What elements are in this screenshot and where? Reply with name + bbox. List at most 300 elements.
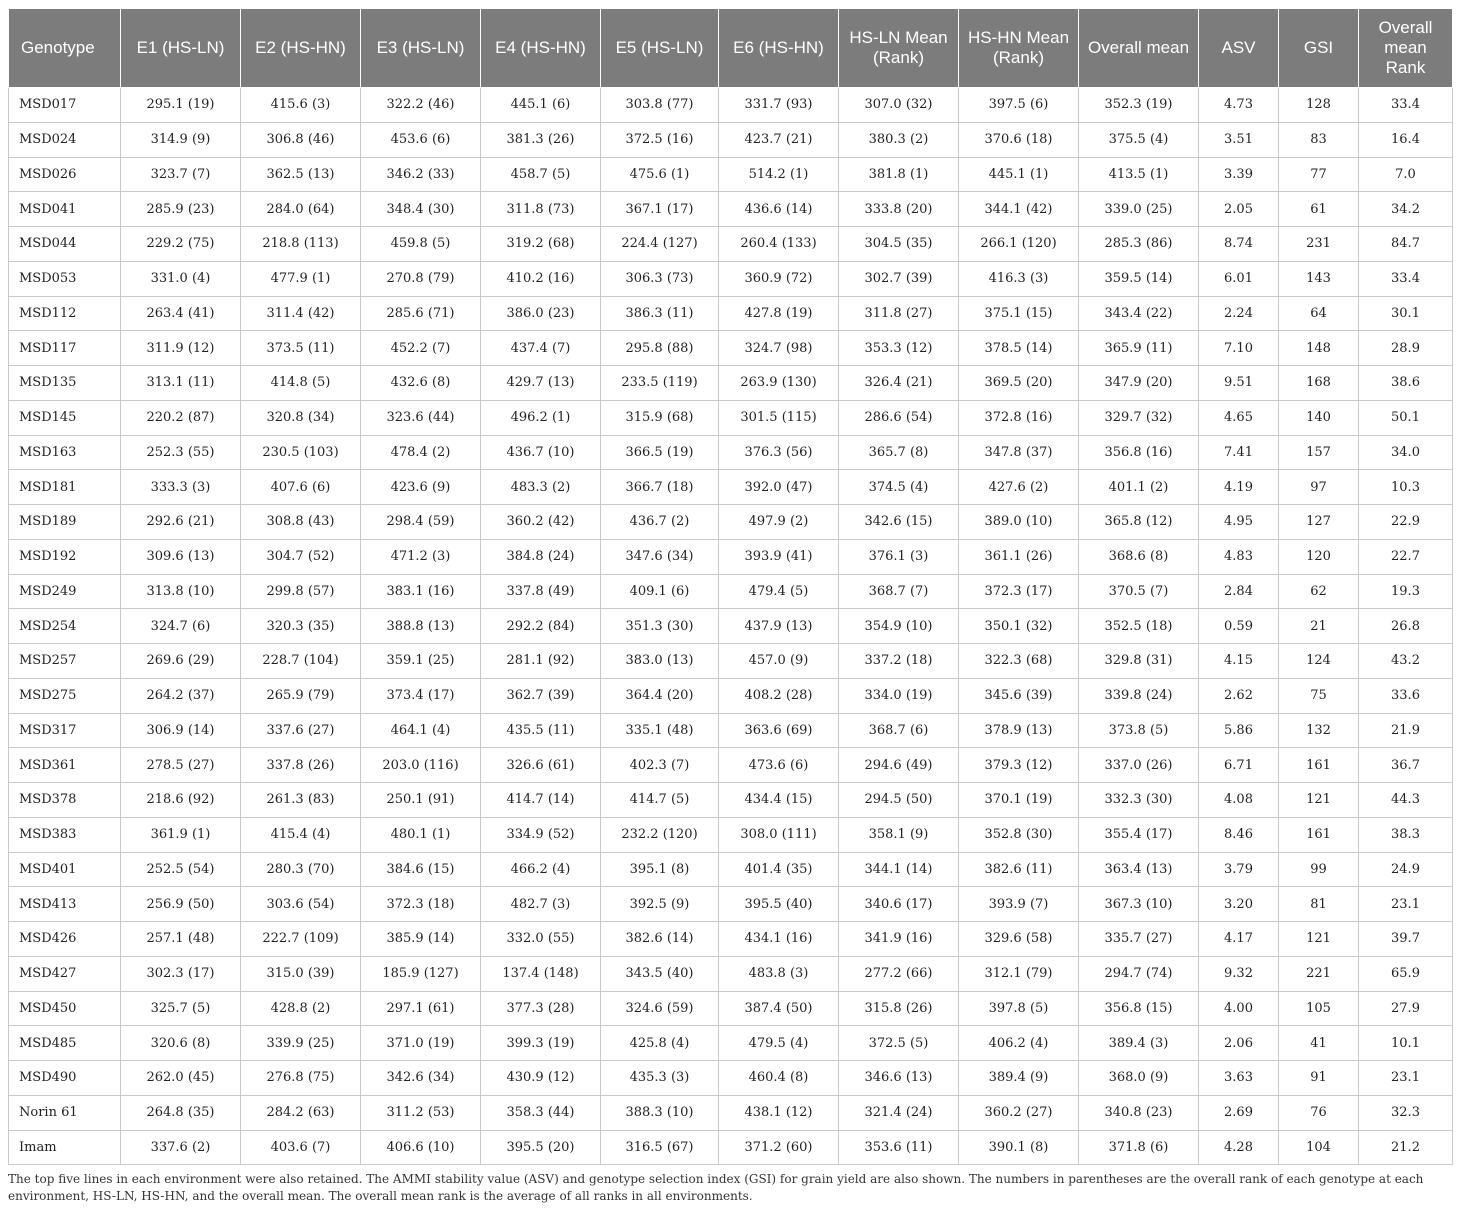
table-cell: 294.7 (74) [1079, 956, 1199, 991]
table-cell: 376.3 (56) [719, 435, 839, 470]
table-cell: 368.7 (7) [839, 574, 959, 609]
table-row [9, 1061, 1453, 1096]
table-cell: 263.4 (41) [121, 296, 241, 331]
table-cell: 311.4 (42) [241, 296, 361, 331]
table-cell: 257.1 (48) [121, 922, 241, 957]
table-cell: 21 [1279, 609, 1359, 644]
table-cell: 350.1 (32) [959, 609, 1079, 644]
table-cell: 384.6 (15) [361, 852, 481, 887]
table-cell: 127 [1279, 505, 1359, 540]
table-row [9, 122, 1453, 157]
table-cell: 348.4 (30) [361, 192, 481, 227]
table-cell: 4.83 [1199, 539, 1279, 574]
table-cell: 124 [1279, 644, 1359, 679]
table-cell: 353.3 (12) [839, 331, 959, 366]
genotype-cell: MSD426 [9, 922, 121, 957]
table-cell: 436.7 (2) [601, 505, 719, 540]
table-cell: 373.4 (17) [361, 678, 481, 713]
table-cell: 221 [1279, 956, 1359, 991]
table-cell: 372.3 (17) [959, 574, 1079, 609]
table-cell: 4.73 [1199, 88, 1279, 123]
table-cell: 4.28 [1199, 1130, 1279, 1165]
table-cell: 374.5 (4) [839, 470, 959, 505]
table-row [9, 991, 1453, 1026]
table-cell: 10.3 [1359, 470, 1453, 505]
table-cell: 362.7 (39) [481, 678, 601, 713]
column-header: E4 (HS-HN) [481, 9, 601, 88]
column-header: HS-HN Mean (Rank) [959, 9, 1079, 88]
table-cell: 16.4 [1359, 122, 1453, 157]
table-cell: 332.0 (55) [481, 922, 601, 957]
genotype-cell: Imam [9, 1130, 121, 1165]
table-cell: 7.0 [1359, 157, 1453, 192]
table-cell: 76 [1279, 1095, 1359, 1130]
table-cell: 314.9 (9) [121, 122, 241, 157]
table-cell: 363.6 (69) [719, 713, 839, 748]
table-cell: 224.4 (127) [601, 227, 719, 262]
table-cell: 425.8 (4) [601, 1026, 719, 1061]
table-cell: 323.6 (44) [361, 400, 481, 435]
table-cell: 371.8 (6) [1079, 1130, 1199, 1165]
table-cell: 0.59 [1199, 609, 1279, 644]
table-cell: 276.8 (75) [241, 1061, 361, 1096]
table-cell: 477.9 (1) [241, 261, 361, 296]
table-cell: 385.9 (14) [361, 922, 481, 957]
table-cell: 278.5 (27) [121, 748, 241, 783]
table-cell: 252.5 (54) [121, 852, 241, 887]
table-cell: 38.3 [1359, 817, 1453, 852]
table-cell: 308.8 (43) [241, 505, 361, 540]
genotype-cell: MSD275 [9, 678, 121, 713]
table-cell: 306.3 (73) [601, 261, 719, 296]
table-cell: 360.2 (27) [959, 1095, 1079, 1130]
table-cell: 4.65 [1199, 400, 1279, 435]
table-cell: 324.6 (59) [601, 991, 719, 1026]
table-cell: 378.9 (13) [959, 713, 1079, 748]
table-cell: 432.6 (8) [361, 366, 481, 401]
table-cell: 320.3 (35) [241, 609, 361, 644]
table-cell: 435.3 (3) [601, 1061, 719, 1096]
table-cell: 322.2 (46) [361, 88, 481, 123]
table-cell: 30.1 [1359, 296, 1453, 331]
table-cell: 340.8 (23) [1079, 1095, 1199, 1130]
table-cell: 3.20 [1199, 887, 1279, 922]
table-cell: 387.4 (50) [719, 991, 839, 1026]
table-cell: 9.51 [1199, 366, 1279, 401]
table-cell: 28.9 [1359, 331, 1453, 366]
table-cell: 333.3 (3) [121, 470, 241, 505]
genotype-cell: MSD017 [9, 88, 121, 123]
table-cell: 185.9 (127) [361, 956, 481, 991]
table-cell: 22.9 [1359, 505, 1453, 540]
table-cell: 250.1 (91) [361, 783, 481, 818]
table-cell: 3.79 [1199, 852, 1279, 887]
table-cell: 386.3 (11) [601, 296, 719, 331]
table-cell: 355.4 (17) [1079, 817, 1199, 852]
table-cell: 286.6 (54) [839, 400, 959, 435]
table-cell: 308.0 (111) [719, 817, 839, 852]
table-cell: 392.5 (9) [601, 887, 719, 922]
table-cell: 320.8 (34) [241, 400, 361, 435]
table-header [9, 9, 1453, 88]
table-cell: 121 [1279, 922, 1359, 957]
table-cell: 284.2 (63) [241, 1095, 361, 1130]
table-cell: 6.01 [1199, 261, 1279, 296]
table-cell: 437.9 (13) [719, 609, 839, 644]
table-cell: 478.4 (2) [361, 435, 481, 470]
table-cell: 3.51 [1199, 122, 1279, 157]
table-cell: 344.1 (42) [959, 192, 1079, 227]
table-cell: 295.8 (88) [601, 331, 719, 366]
table-cell: 64 [1279, 296, 1359, 331]
table-cell: 33.4 [1359, 261, 1453, 296]
table-cell: 24.9 [1359, 852, 1453, 887]
table-row [9, 88, 1453, 123]
table-row [9, 366, 1453, 401]
column-header: GSI [1279, 9, 1359, 88]
genotype-cell: MSD413 [9, 887, 121, 922]
table-cell: 337.6 (27) [241, 713, 361, 748]
table-row [9, 887, 1453, 922]
table-cell: 281.1 (92) [481, 644, 601, 679]
genotype-cell: MSD135 [9, 366, 121, 401]
table-cell: 459.8 (5) [361, 227, 481, 262]
table-cell: 218.6 (92) [121, 783, 241, 818]
table-cell: 362.5 (13) [241, 157, 361, 192]
table-cell: 62 [1279, 574, 1359, 609]
table-cell: 372.5 (16) [601, 122, 719, 157]
table-cell: 143 [1279, 261, 1359, 296]
table-cell: 353.6 (11) [839, 1130, 959, 1165]
table-row [9, 713, 1453, 748]
genotype-cell: MSD485 [9, 1026, 121, 1061]
table-cell: 105 [1279, 991, 1359, 1026]
table-cell: 34.2 [1359, 192, 1453, 227]
table-cell: 347.8 (37) [959, 435, 1079, 470]
table-cell: 346.2 (33) [361, 157, 481, 192]
table-cell: 358.1 (9) [839, 817, 959, 852]
table-cell: 347.9 (20) [1079, 366, 1199, 401]
table-cell: 285.9 (23) [121, 192, 241, 227]
table-cell: 294.5 (50) [839, 783, 959, 818]
table-cell: 203.0 (116) [361, 748, 481, 783]
table-cell: 414.7 (14) [481, 783, 601, 818]
table-cell: 5.86 [1199, 713, 1279, 748]
table-cell: 337.8 (26) [241, 748, 361, 783]
table-cell: 337.2 (18) [839, 644, 959, 679]
table-cell: 329.7 (32) [1079, 400, 1199, 435]
genotype-cell: MSD112 [9, 296, 121, 331]
genotype-cell: MSD361 [9, 748, 121, 783]
table-cell: 6.71 [1199, 748, 1279, 783]
table-cell: 406.2 (4) [959, 1026, 1079, 1061]
table-cell: 332.3 (30) [1079, 783, 1199, 818]
table-cell: 38.6 [1359, 366, 1453, 401]
table-cell: 233.5 (119) [601, 366, 719, 401]
table-cell: 344.1 (14) [839, 852, 959, 887]
column-header: E3 (HS-LN) [361, 9, 481, 88]
table-cell: 2.62 [1199, 678, 1279, 713]
table-cell: 368.7 (6) [839, 713, 959, 748]
table-cell: 343.4 (22) [1079, 296, 1199, 331]
table-body [9, 88, 1453, 1165]
table-row [9, 678, 1453, 713]
table-container [8, 8, 1452, 1205]
table-cell: 395.5 (40) [719, 887, 839, 922]
table-cell: 352.5 (18) [1079, 609, 1199, 644]
table-cell: 222.7 (109) [241, 922, 361, 957]
table-cell: 392.0 (47) [719, 470, 839, 505]
table-cell: 351.3 (30) [601, 609, 719, 644]
table-cell: 8.46 [1199, 817, 1279, 852]
table-cell: 4.95 [1199, 505, 1279, 540]
genotype-cell: MSD450 [9, 991, 121, 1026]
table-cell: 397.5 (6) [959, 88, 1079, 123]
table-cell: 7.41 [1199, 435, 1279, 470]
table-cell: 270.8 (79) [361, 261, 481, 296]
table-cell: 401.4 (35) [719, 852, 839, 887]
table-cell: 168 [1279, 366, 1359, 401]
table-cell: 434.4 (15) [719, 783, 839, 818]
table-row [9, 296, 1453, 331]
table-cell: 401.1 (2) [1079, 470, 1199, 505]
table-cell: 307.0 (32) [839, 88, 959, 123]
table-cell: 360.2 (42) [481, 505, 601, 540]
table-cell: 366.7 (18) [601, 470, 719, 505]
table-cell: 347.6 (34) [601, 539, 719, 574]
table-cell: 19.3 [1359, 574, 1453, 609]
table-cell: 304.5 (35) [839, 227, 959, 262]
table-cell: 372.8 (16) [959, 400, 1079, 435]
table-cell: 266.1 (120) [959, 227, 1079, 262]
genotype-cell: MSD254 [9, 609, 121, 644]
table-cell: 414.8 (5) [241, 366, 361, 401]
genotype-cell: MSD192 [9, 539, 121, 574]
table-cell: 453.6 (6) [361, 122, 481, 157]
table-cell: 232.2 (120) [601, 817, 719, 852]
table-cell: 479.4 (5) [719, 574, 839, 609]
table-cell: 445.1 (6) [481, 88, 601, 123]
table-cell: 365.9 (11) [1079, 331, 1199, 366]
table-cell: 220.2 (87) [121, 400, 241, 435]
table-cell: 482.7 (3) [481, 887, 601, 922]
table-cell: 61 [1279, 192, 1359, 227]
table-cell: 50.1 [1359, 400, 1453, 435]
header-row [9, 9, 1453, 88]
table-cell: 380.3 (2) [839, 122, 959, 157]
table-cell: 343.5 (40) [601, 956, 719, 991]
table-cell: 406.6 (10) [361, 1130, 481, 1165]
table-cell: 423.7 (21) [719, 122, 839, 157]
table-cell: 383.1 (16) [361, 574, 481, 609]
table-cell: 438.1 (12) [719, 1095, 839, 1130]
table-cell: 269.6 (29) [121, 644, 241, 679]
table-cell: 22.7 [1359, 539, 1453, 574]
table-cell: 260.4 (133) [719, 227, 839, 262]
table-cell: 97 [1279, 470, 1359, 505]
genotype-cell: MSD427 [9, 956, 121, 991]
table-cell: 369.5 (20) [959, 366, 1079, 401]
table-cell: 36.7 [1359, 748, 1453, 783]
table-cell: 252.3 (55) [121, 435, 241, 470]
column-header: HS-LN Mean (Rank) [839, 9, 959, 88]
table-cell: 429.7 (13) [481, 366, 601, 401]
table-cell: 137.4 (148) [481, 956, 601, 991]
table-row [9, 539, 1453, 574]
genotype-cell: MSD189 [9, 505, 121, 540]
table-cell: 368.0 (9) [1079, 1061, 1199, 1096]
genotype-cell: MSD041 [9, 192, 121, 227]
table-cell: 8.74 [1199, 227, 1279, 262]
table-cell: 402.3 (7) [601, 748, 719, 783]
table-cell: 359.1 (25) [361, 644, 481, 679]
table-cell: 23.1 [1359, 1061, 1453, 1096]
table-row [9, 956, 1453, 991]
table-row [9, 505, 1453, 540]
table-cell: 132 [1279, 713, 1359, 748]
table-cell: 26.8 [1359, 609, 1453, 644]
genotype-cell: MSD117 [9, 331, 121, 366]
table-row [9, 609, 1453, 644]
table-cell: 341.9 (16) [839, 922, 959, 957]
table-cell: 32.3 [1359, 1095, 1453, 1130]
table-cell: 9.32 [1199, 956, 1279, 991]
table-cell: 393.9 (41) [719, 539, 839, 574]
table-cell: 265.9 (79) [241, 678, 361, 713]
table-cell: 445.1 (1) [959, 157, 1079, 192]
genotype-cell: MSD145 [9, 400, 121, 435]
table-cell: 361.1 (26) [959, 539, 1079, 574]
genotype-cell: MSD401 [9, 852, 121, 887]
table-cell: 389.0 (10) [959, 505, 1079, 540]
table-cell: 354.9 (10) [839, 609, 959, 644]
table-cell: 408.2 (28) [719, 678, 839, 713]
table-cell: 410.2 (16) [481, 261, 601, 296]
table-cell: 21.9 [1359, 713, 1453, 748]
table-cell: 104 [1279, 1130, 1359, 1165]
table-cell: 295.1 (19) [121, 88, 241, 123]
table-row [9, 817, 1453, 852]
table-cell: 460.4 (8) [719, 1061, 839, 1096]
table-cell: 331.7 (93) [719, 88, 839, 123]
table-cell: 34.0 [1359, 435, 1453, 470]
table-cell: 264.2 (37) [121, 678, 241, 713]
table-row [9, 192, 1453, 227]
table-cell: 403.6 (7) [241, 1130, 361, 1165]
table-cell: 352.8 (30) [959, 817, 1079, 852]
table-cell: 324.7 (98) [719, 331, 839, 366]
table-cell: 427.6 (2) [959, 470, 1079, 505]
table-cell: 409.1 (6) [601, 574, 719, 609]
table-footnote: The top five lines in each environment were also retained. The AMMI stability value (ASV) and genotype selection index (GSI) for grain yield are also shown. The numbers in parentheses are the overall rank of each genotype at each environment, HS-LN, HS-HN, and the overall mean. The overall mean rank is the average of all ranks in all environments. [8, 1172, 1424, 1204]
table-cell: 309.6 (13) [121, 539, 241, 574]
table-cell: 389.4 (9) [959, 1061, 1079, 1096]
table-cell: 370.6 (18) [959, 122, 1079, 157]
table-cell: 388.3 (10) [601, 1095, 719, 1130]
table-cell: 41 [1279, 1026, 1359, 1061]
table-cell: 381.8 (1) [839, 157, 959, 192]
table-cell: 65.9 [1359, 956, 1453, 991]
table-cell: 157 [1279, 435, 1359, 470]
genotype-cell: MSD257 [9, 644, 121, 679]
table-cell: 120 [1279, 539, 1359, 574]
table-cell: 99 [1279, 852, 1359, 887]
table-cell: 356.8 (16) [1079, 435, 1199, 470]
table-cell: 324.7 (6) [121, 609, 241, 644]
table-cell: 301.5 (115) [719, 400, 839, 435]
table-cell: 415.4 (4) [241, 817, 361, 852]
table-cell: 379.3 (12) [959, 748, 1079, 783]
table-cell: 375.1 (15) [959, 296, 1079, 331]
table-cell: 381.3 (26) [481, 122, 601, 157]
table-cell: 303.8 (77) [601, 88, 719, 123]
table-cell: 77 [1279, 157, 1359, 192]
table-cell: 284.0 (64) [241, 192, 361, 227]
table-cell: 312.1 (79) [959, 956, 1079, 991]
table-cell: 514.2 (1) [719, 157, 839, 192]
table-row [9, 227, 1453, 262]
table-cell: 311.8 (27) [839, 296, 959, 331]
table-cell: 437.4 (7) [481, 331, 601, 366]
table-cell: 376.1 (3) [839, 539, 959, 574]
table-cell: 3.63 [1199, 1061, 1279, 1096]
column-header: Overall mean [1079, 9, 1199, 88]
table-cell: 315.8 (26) [839, 991, 959, 1026]
table-cell: 342.6 (15) [839, 505, 959, 540]
table-cell: 372.3 (18) [361, 887, 481, 922]
table-cell: 311.2 (53) [361, 1095, 481, 1130]
table-cell: 319.2 (68) [481, 227, 601, 262]
table-cell: 413.5 (1) [1079, 157, 1199, 192]
table-cell: 4.19 [1199, 470, 1279, 505]
table-cell: 382.6 (14) [601, 922, 719, 957]
genotype-cell: MSD317 [9, 713, 121, 748]
table-cell: 365.7 (8) [839, 435, 959, 470]
table-cell: 316.5 (67) [601, 1130, 719, 1165]
genotype-cell: MSD378 [9, 783, 121, 818]
table-cell: 4.08 [1199, 783, 1279, 818]
genotype-cell: MSD024 [9, 122, 121, 157]
table-cell: 231 [1279, 227, 1359, 262]
table-cell: 364.4 (20) [601, 678, 719, 713]
table-cell: 2.69 [1199, 1095, 1279, 1130]
table-cell: 7.10 [1199, 331, 1279, 366]
table-cell: 306.8 (46) [241, 122, 361, 157]
table-cell: 471.2 (3) [361, 539, 481, 574]
table-cell: 360.9 (72) [719, 261, 839, 296]
table-cell: 256.9 (50) [121, 887, 241, 922]
table-cell: 382.6 (11) [959, 852, 1079, 887]
table-row [9, 157, 1453, 192]
table-cell: 161 [1279, 817, 1359, 852]
table-cell: 464.1 (4) [361, 713, 481, 748]
table-row [9, 644, 1453, 679]
table-cell: 466.2 (4) [481, 852, 601, 887]
table-cell: 416.3 (3) [959, 261, 1079, 296]
table-row [9, 331, 1453, 366]
table-cell: 4.15 [1199, 644, 1279, 679]
table-cell: 4.00 [1199, 991, 1279, 1026]
table-cell: 371.0 (19) [361, 1026, 481, 1061]
table-cell: 372.5 (5) [839, 1026, 959, 1061]
table-cell: 415.6 (3) [241, 88, 361, 123]
table-cell: 39.7 [1359, 922, 1453, 957]
genotype-cell: MSD383 [9, 817, 121, 852]
table-cell: 27.9 [1359, 991, 1453, 1026]
table-cell: 339.9 (25) [241, 1026, 361, 1061]
table-cell: 323.7 (7) [121, 157, 241, 192]
table-cell: 384.8 (24) [481, 539, 601, 574]
